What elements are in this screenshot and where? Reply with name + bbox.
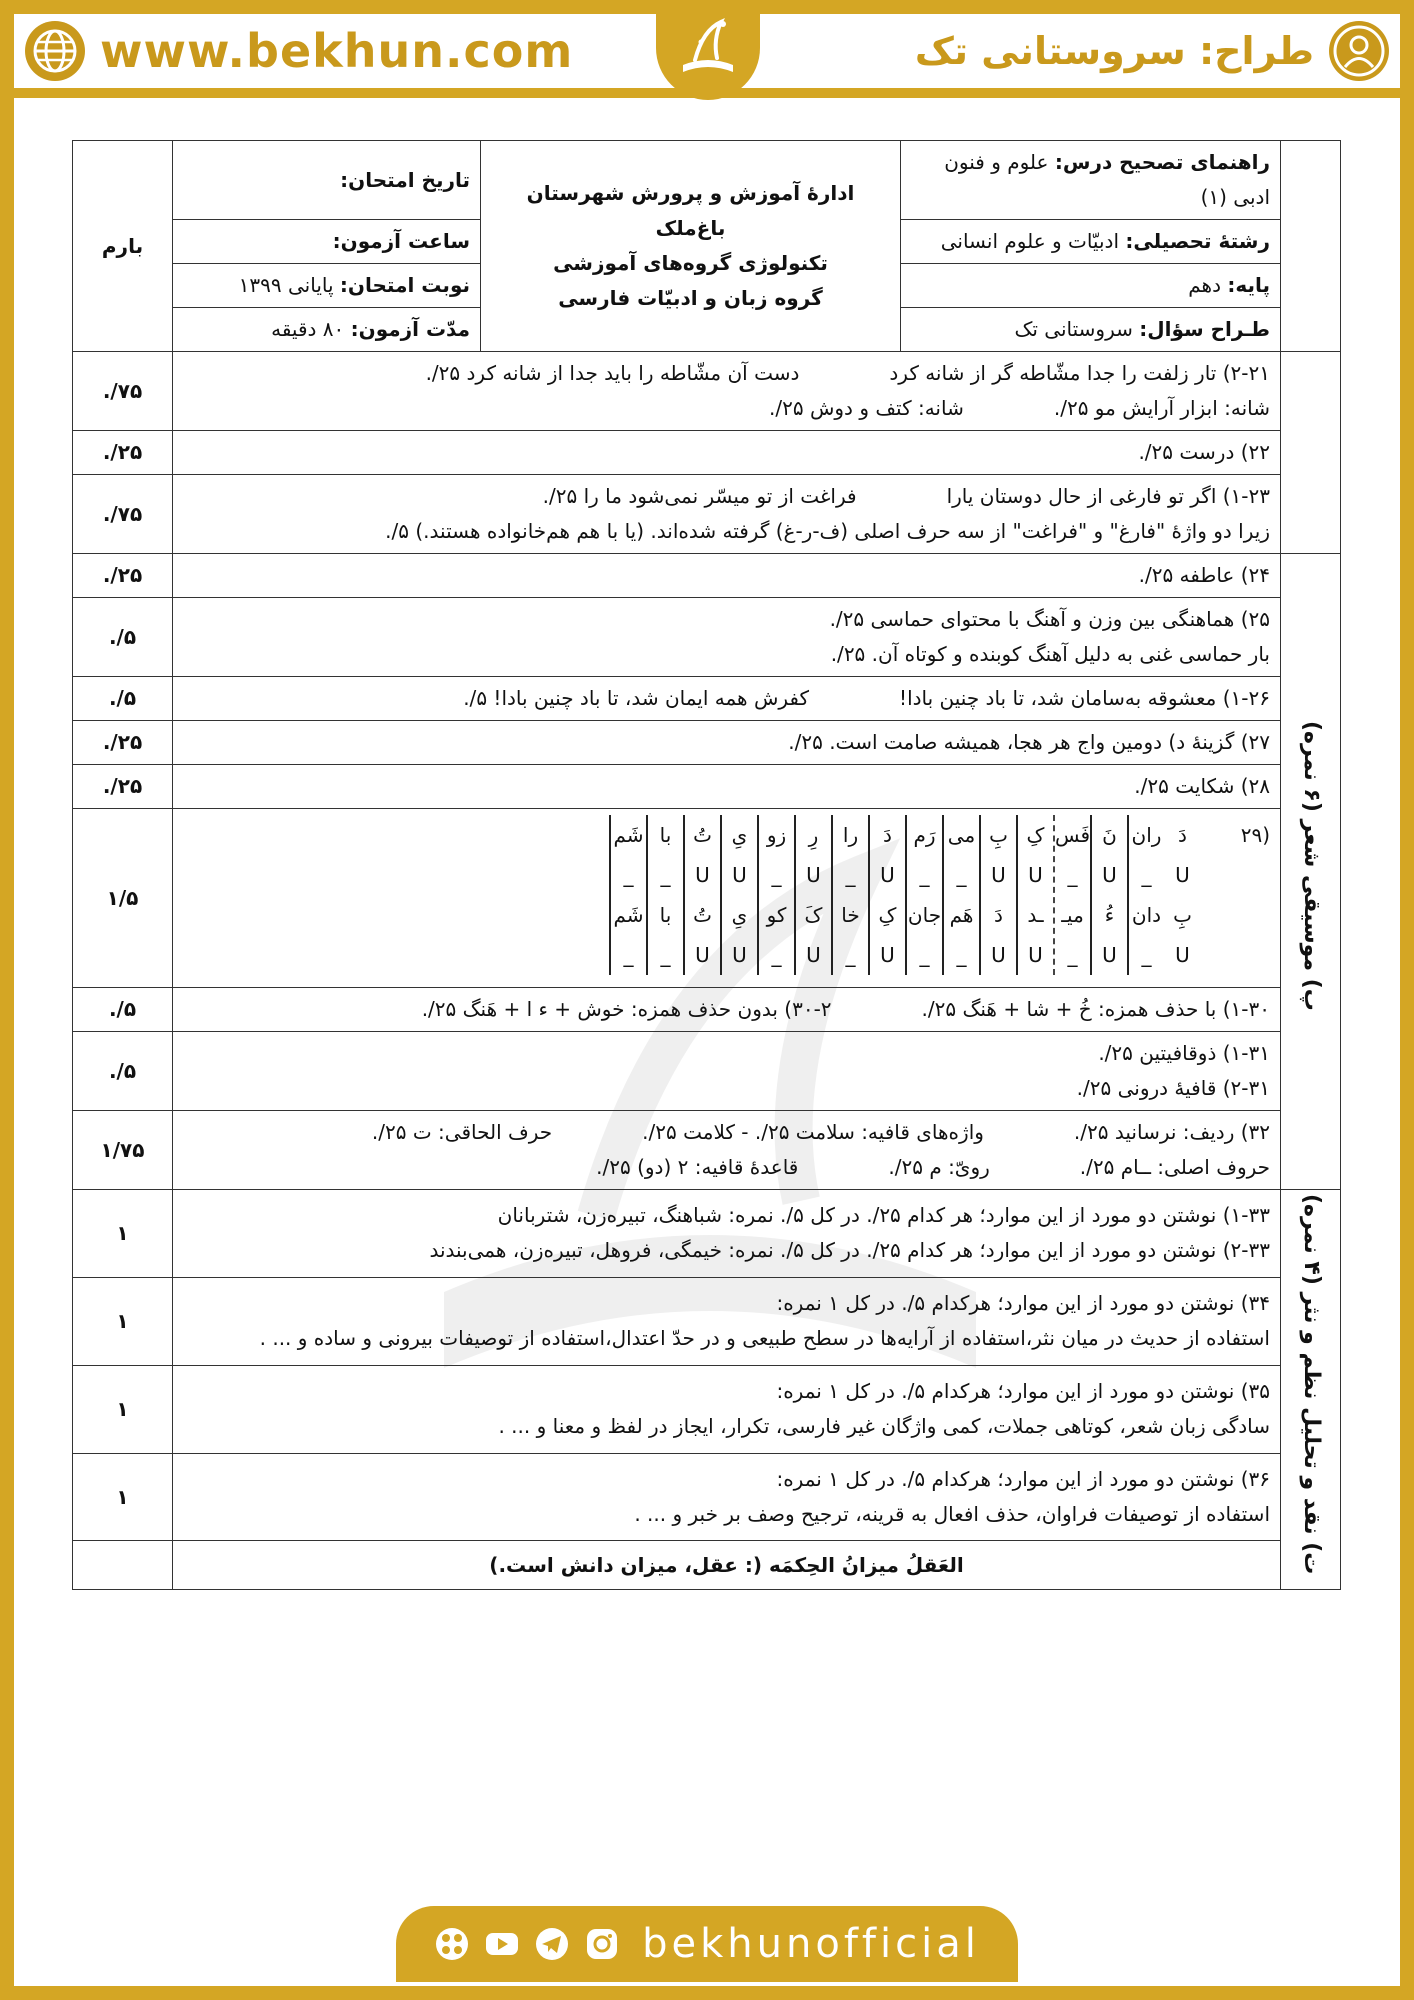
exam-round-cell: نوبت امتحان: پایانی ۱۳۹۹ [173, 264, 481, 308]
syllable-row3: یِ [731, 903, 748, 927]
score-28: ۲۵/. [73, 765, 173, 809]
score-30: ۵/. [73, 988, 173, 1032]
syllable-row4: U [806, 943, 821, 967]
syllable-row2: _ [771, 863, 782, 887]
syllable-row3: کَ [804, 903, 823, 927]
syllable-row1: رِ [808, 823, 819, 847]
syllable-row2: U [1102, 863, 1117, 887]
syllable-row1: زو [766, 823, 787, 847]
youtube-icon[interactable] [484, 1926, 520, 1962]
header-side-cell [1281, 141, 1341, 352]
syllable-row2: _ [956, 863, 967, 887]
answer-26: ۱-۲۶) معشوقه به‌سامان شد، تا باد چنین بادا!کفرش همه ایمان شد، تا باد چنین بادا! ۵/. [173, 677, 1281, 721]
syllable-row3: ـد [1027, 903, 1044, 927]
syllable-row1: دَ [1178, 823, 1187, 847]
syllable-row4: U [732, 943, 747, 967]
user-icon [1328, 20, 1390, 82]
footer-social [396, 1906, 1018, 1982]
syllable-row3: هَم [949, 903, 974, 927]
answer-25: ۲۵) هماهنگی بین وزن و آهنگ با محتوای حماسی ۲۵/. بار حماسی غنی به دلیل آهنگ کوبنده و کوتاه آن. ۲۵/. [173, 598, 1281, 677]
syllable-column [609, 815, 646, 975]
syllable-row1: با [659, 823, 672, 847]
answer-36: ۳۶) نوشتن دو مورد از این موارد؛ هرکدام ۵/. در کل ۱ نمره: استفاده از توصیفات فراوان، حذف افعال به قرینه، ترجیح وصف بر خبر و ... . [173, 1453, 1281, 1541]
score-36: ۱ [73, 1453, 173, 1541]
answer-21: ۲-۲۱) تار زلفت را جدا مشّاطه گر از شانه کرددست آن مشّاطه را باید جدا از شانه کرد ۲۵/. شانه: ابزار آرایش مو ۲۵/.شانه: کتف و دوش ۲۵/. [173, 352, 1281, 431]
office-block: ادارۀ آموزش و پرورش شهرستان باغ‌ملک تکنولوژی گروه‌های آموزشی گروه زبان و ادبیّات فارسی [481, 141, 901, 352]
syllable-row2: U [991, 863, 1006, 887]
syllable-column [905, 815, 942, 975]
score-26: ۵/. [73, 677, 173, 721]
syllable-row4: _ [771, 943, 782, 967]
syllable-row2: _ [919, 863, 930, 887]
answer-23: ۱-۲۳) اگر تو فارغی از حال دوستان یارافراغت از تو میسّر نمی‌شود ما را ۲۵/. زیرا دو واژۀ "فارغ" و "فراغت" از سه حرف اصلی (ف-ر-غ) گرفته شده‌اند. (یا با هم هم‌خانواده هستند.) ۵/. [173, 475, 1281, 554]
site-branding[interactable] [24, 16, 573, 86]
syllable-row2: U [1028, 863, 1043, 887]
answer-33: ۱-۳۳) نوشتن دو مورد از این موارد؛ هر کدام ۲۵/. در کل ۵/. نمره: شباهنگ، تبیره‌زن، شتربانان ۲-۳۳) نوشتن دو مورد از این موارد؛ هر کدام ۲۵/. در کل ۵/. نمره: خیمگی، فروهل، تبیره‌زن، همی‌بندند [173, 1190, 1281, 1278]
syllable-row3: جان [907, 903, 942, 927]
syllable-column [942, 815, 979, 975]
syllable-row3: با [659, 903, 672, 927]
site-url[interactable]: www.bekhun.com [100, 24, 574, 78]
syllable-column [979, 815, 1016, 975]
score-23: ۷۵/. [73, 475, 173, 554]
syllable-row4: _ [1141, 943, 1152, 967]
answer-22: ۲۲) درست ۲۵/. [173, 431, 1281, 475]
syllable-row1: شَم [613, 823, 644, 847]
syllable-row1: فَس [1055, 823, 1091, 847]
syllable-row4: _ [919, 943, 930, 967]
answer-35: ۳۵) نوشتن دو مورد از این موارد؛ هرکدام ۵/. در کل ۱ نمره: سادگی زبان شعر، کوتاهی جملات، کمی واژگان غیر فارسی، تکرار، ایجاز در لفظ و معنا و ... . [173, 1365, 1281, 1453]
syllable-row1: را [842, 823, 859, 847]
syllable-row4: U [695, 943, 710, 967]
syllable-row4: U [1028, 943, 1043, 967]
section-critique: ت) نقد و تحلیل نظم و نثر (۴ نمره) [1281, 1190, 1341, 1590]
syllable-row4: U [991, 943, 1006, 967]
closing-score-cell [73, 1541, 173, 1590]
answer-28: ۲۸) شکایت ۲۵/. [173, 765, 1281, 809]
score-34: ۱ [73, 1277, 173, 1365]
syllable-row3: خا [841, 903, 860, 927]
logo [656, 0, 760, 100]
syllable-row3: دان [1131, 903, 1162, 927]
score-33: ۱ [73, 1190, 173, 1278]
syllable-column [1016, 815, 1053, 975]
syllable-column [1127, 815, 1164, 975]
score-29: ۱/۵ [73, 809, 173, 988]
syllable-row2: U [695, 863, 710, 887]
syllable-row2: U [732, 863, 747, 887]
scansion-grid [183, 813, 1270, 983]
syllable-row2: _ [845, 863, 856, 887]
aparat-icon[interactable] [434, 1926, 470, 1962]
syllable-column [794, 815, 831, 975]
score-31: ۵/. [73, 1032, 173, 1111]
score-21: ۷۵/. [73, 352, 173, 431]
closing-quote: العَقلُ میزانُ الحِکمَه (: عقل، میزان دانش است.) [173, 1541, 1281, 1590]
syllable-row4: U [1102, 943, 1117, 967]
syllable-row4: _ [1067, 943, 1078, 967]
syllable-row3: بِ [1173, 903, 1192, 927]
score-35: ۱ [73, 1365, 173, 1453]
question-29-label: ۲۹) [1240, 823, 1270, 847]
syllable-row2: _ [623, 863, 634, 887]
syllable-row1: کِ [1026, 823, 1045, 847]
syllable-row4: _ [845, 943, 856, 967]
course-cell: راهنمای تصحیح درس: علوم و فنون ادبی (۱) [901, 141, 1281, 220]
answer-30: ۱-۳۰) با حذف همزه: خُ + شا + هَنگ ۲۵/.۲-۳۰) بدون حذف همزه: خوش + ء ا + هَنگ ۲۵/. [173, 988, 1281, 1032]
syllable-column [720, 815, 757, 975]
side-blank [1281, 352, 1341, 554]
answer-24: ۲۴) عاطفه ۲۵/. [173, 554, 1281, 598]
syllable-row4: U [1175, 943, 1190, 967]
exam-time-cell: ساعت آزمون: [173, 220, 481, 264]
syllable-row3: شَم [613, 903, 644, 927]
syllable-row4: _ [623, 943, 634, 967]
syllable-column [831, 815, 868, 975]
syllable-column [683, 815, 720, 975]
designer-name: طراح: سروستانی تک [914, 29, 1314, 73]
score-32: ۱/۷۵ [73, 1111, 173, 1190]
syllable-row3: میـ [1061, 903, 1084, 927]
syllable-row2: U [880, 863, 895, 887]
designer-block [915, 16, 1390, 86]
syllable-row1: دَ [883, 823, 892, 847]
syllable-row3: کو [766, 903, 787, 927]
syllable-row2: U [806, 863, 821, 887]
field-cell: رشتۀ تحصیلی: ادبیّات و علوم انسانی [901, 220, 1281, 264]
syllable-row1: یِ [731, 823, 748, 847]
syllable-row2: _ [1067, 863, 1078, 887]
syllable-column [1053, 815, 1090, 975]
syllable-row1: می [947, 823, 976, 847]
answer-31: ۱-۳۱) ذوقافیتین ۲۵/. ۲-۳۱) قافیۀ درونی ۲۵/. [173, 1032, 1281, 1111]
syllable-row2: _ [660, 863, 671, 887]
answer-27: ۲۷) گزینۀ د) دومین واج هر هجا، همیشه صامت است. ۲۵/. [173, 721, 1281, 765]
telegram-icon[interactable] [534, 1926, 570, 1962]
syllable-column [1090, 815, 1127, 975]
book-logo-icon [673, 10, 743, 90]
syllable-row1: نَ [1102, 823, 1117, 847]
syllable-row3: ءُ [1104, 903, 1115, 927]
syllable-column [757, 815, 794, 975]
score-25: ۵/. [73, 598, 173, 677]
syllable-row1: ران [1131, 823, 1162, 847]
syllable-column [1164, 815, 1200, 975]
score-22: ۲۵/. [73, 431, 173, 475]
exam-date-cell: تاریخ امتحان: [173, 141, 481, 220]
syllable-row3: دَ [994, 903, 1003, 927]
answer-34: ۳۴) نوشتن دو مورد از این موارد؛ هرکدام ۵/. در کل ۱ نمره: استفاده از حدیث در میان نثر،استفاده از آرایه‌ها در سطح طبیعی و در حدّ اعتدال،استفاده از توصیفات بیرونی و ساده و ... . [173, 1277, 1281, 1365]
syllable-row1: تُ [693, 823, 712, 847]
grade-cell: پایه: دهم [901, 264, 1281, 308]
score-header: بارم [73, 141, 173, 352]
social-handle[interactable]: bekhunofficial [642, 1921, 980, 1967]
answer-key-table [72, 140, 1341, 1590]
syllable-row1: بِ [989, 823, 1008, 847]
exam-duration-cell: مدّت آزمون: ۸۰ دقیقه [173, 308, 481, 352]
answer-29-scansion [173, 809, 1281, 988]
syllable-row2: _ [1141, 863, 1152, 887]
syllable-row3: تُ [693, 903, 712, 927]
question-designer-cell: طـراح سؤال: سروستانی تک [901, 308, 1281, 352]
syllable-row1: رَم [913, 823, 936, 847]
syllable-row2: U [1175, 863, 1190, 887]
syllable-row4: _ [956, 943, 967, 967]
syllable-row4: _ [660, 943, 671, 967]
answer-32: ۳۲) ردیف: نرسانید ۲۵/.واژه‌های قافیه: سلامت ۲۵/. - کلامت ۲۵/.حرف الحاقی: ت ۲۵/. حروف اصلی: ــام ۲۵/.رویّ: م ۲۵/.قاعدۀ قافیه: ۲ (دو) ۲۵/. [173, 1111, 1281, 1190]
score-24: ۲۵/. [73, 554, 173, 598]
globe-icon [24, 20, 86, 82]
syllable-row3: کِ [878, 903, 897, 927]
instagram-icon[interactable] [584, 1926, 620, 1962]
section-music: پ) موسیقی شعر (۶ نمره) [1281, 554, 1341, 1190]
syllable-column [646, 815, 683, 975]
syllable-row4: U [880, 943, 895, 967]
syllable-column [868, 815, 905, 975]
score-27: ۲۵/. [73, 721, 173, 765]
